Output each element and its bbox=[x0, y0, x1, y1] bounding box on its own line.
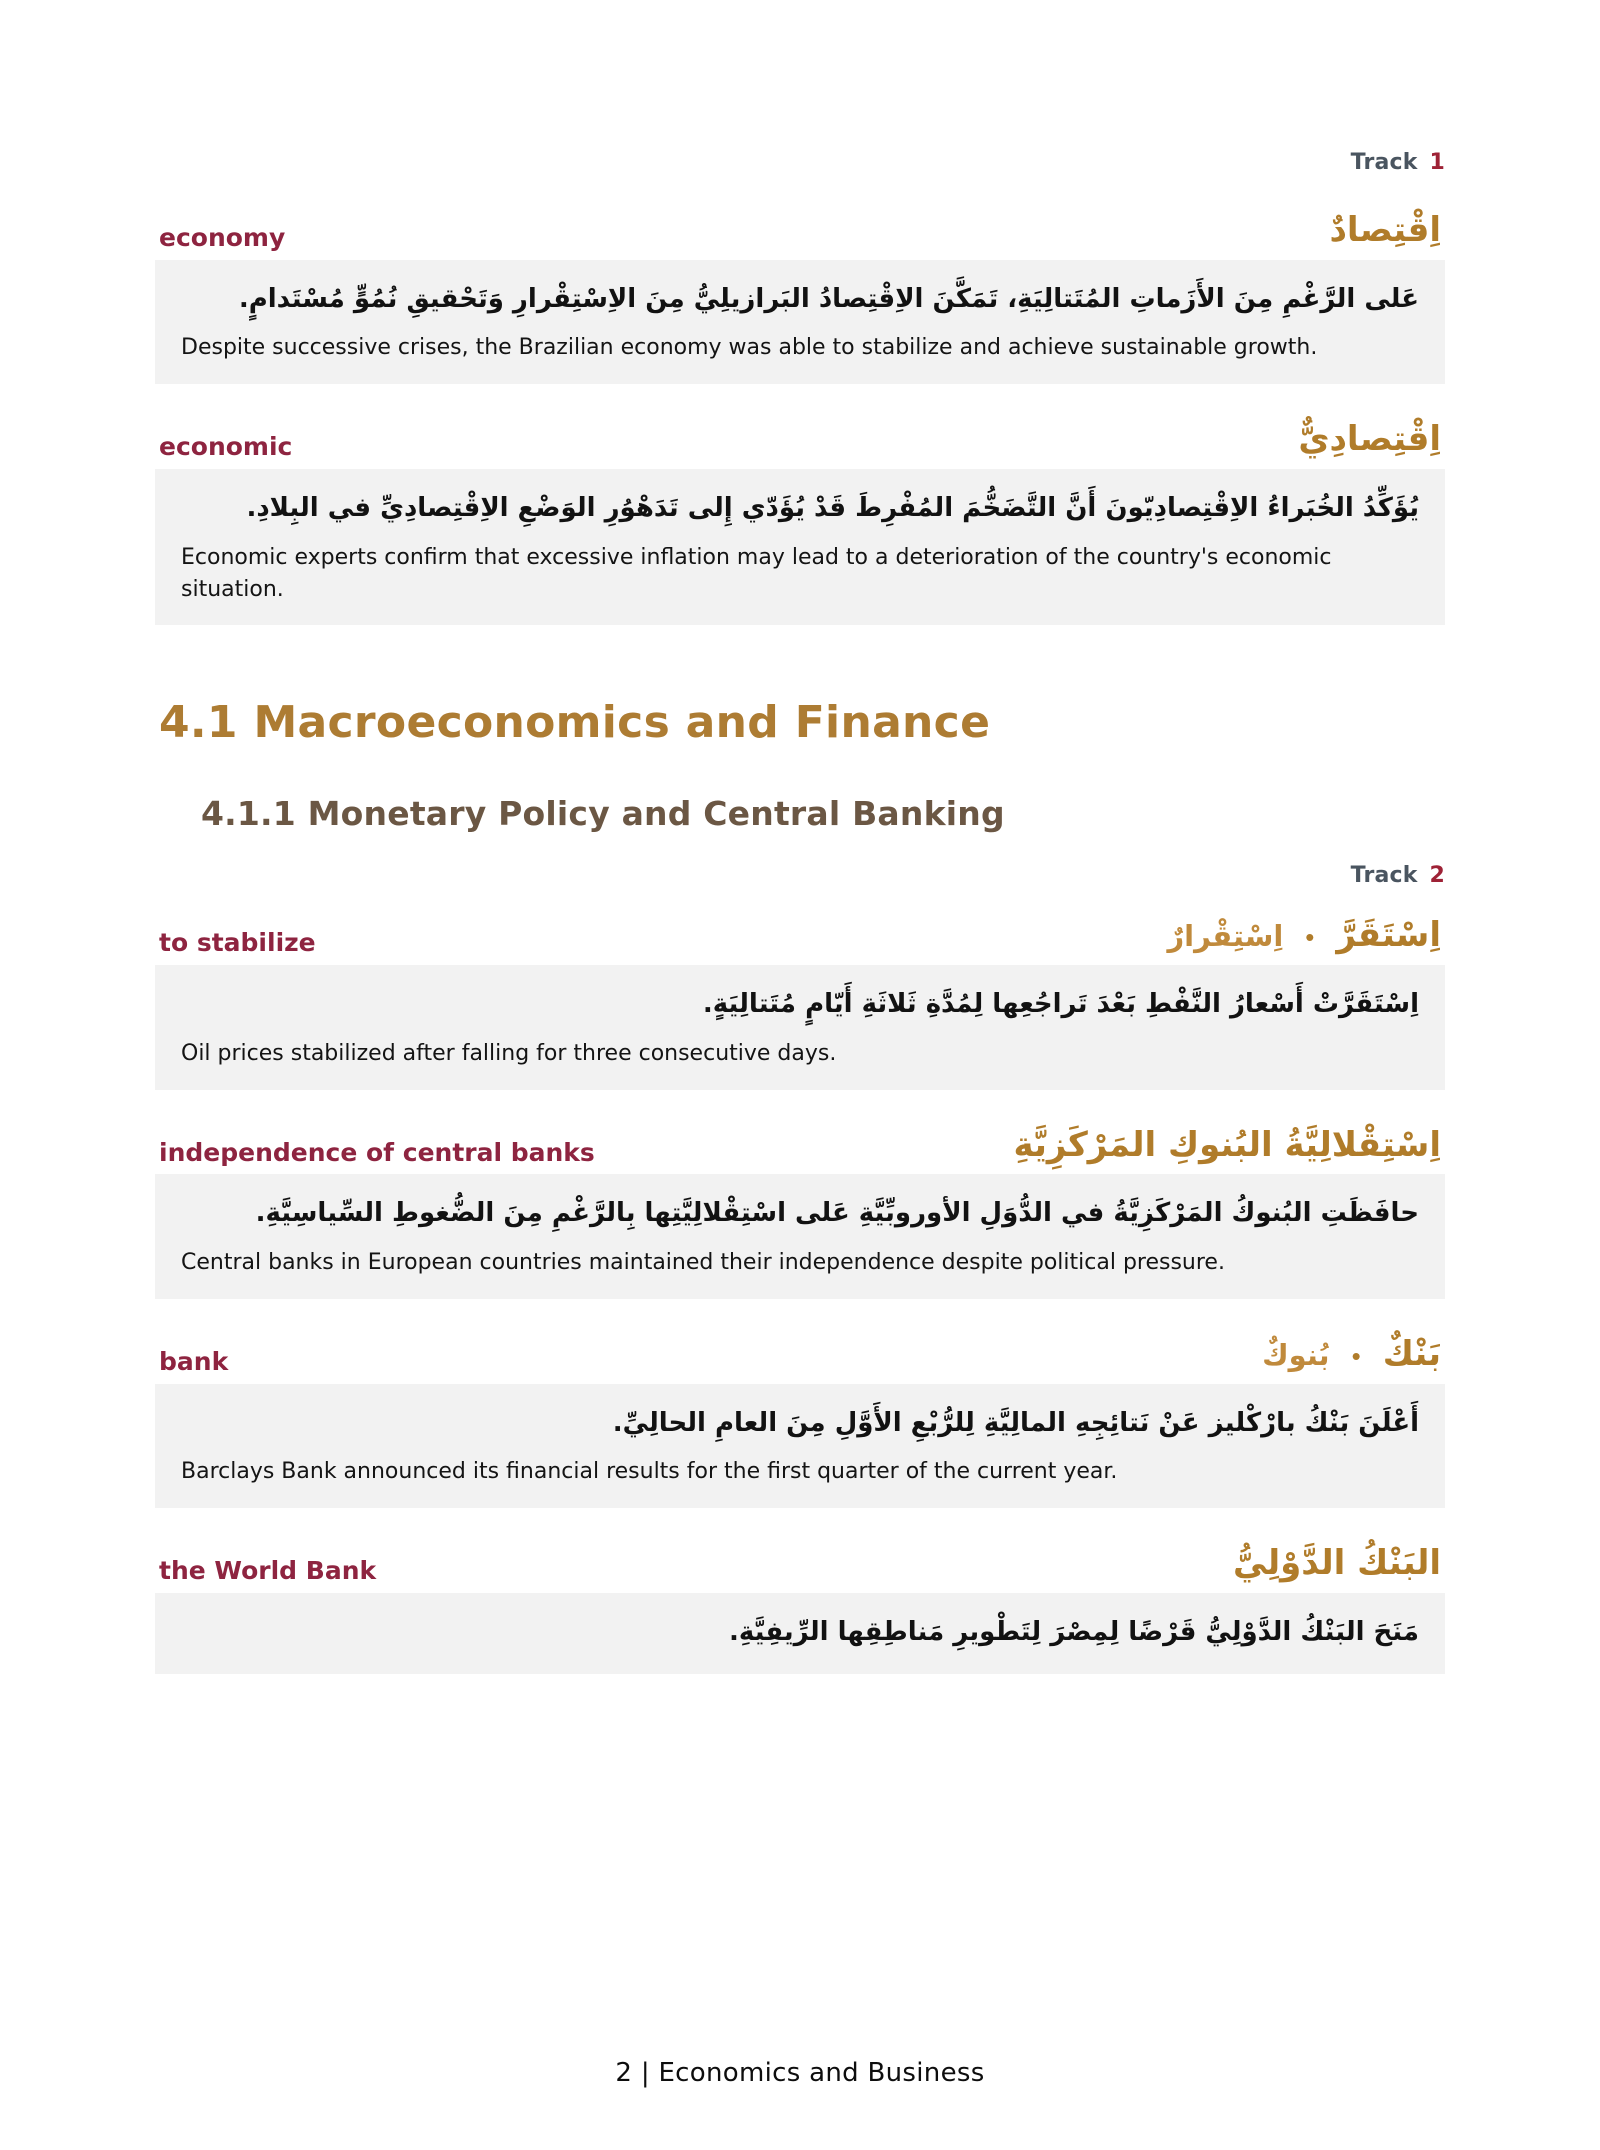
track-label-1 bbox=[155, 150, 1445, 175]
entry-header bbox=[155, 418, 1445, 469]
example-arabic: حافَظَتِ البُنوكُ المَرْكَزِيَّةُ في الدُّوَلِ الأوروبِّيَّةِ عَلى اسْتِقْلالِيَّتِها بِالرَّغْمِ مِنَ الضُّغوطِ السِّياسِيَّةِ. bbox=[255, 1198, 1419, 1229]
entry-headword-group bbox=[1262, 1333, 1441, 1376]
entry-headword: اِسْتَقَرَّ bbox=[1336, 915, 1441, 956]
vocab-entry bbox=[155, 1333, 1445, 1508]
entry-headword: اِسْتِقْلالِيَّةُ البُنوكِ المَرْكَزِيَّةِ bbox=[1013, 1124, 1441, 1165]
example-box bbox=[155, 469, 1445, 626]
example-english: Central banks in European countries maintained their independence despite political pressure. bbox=[181, 1250, 1225, 1276]
subsection-heading: 4.1.1 Monetary Policy and Central Banking bbox=[201, 794, 1005, 834]
entry-header bbox=[155, 209, 1445, 260]
entry-gloss: bank bbox=[159, 1347, 229, 1377]
entry-headword-group bbox=[1013, 1124, 1441, 1167]
page-footer: 2 | Economics and Business bbox=[615, 2058, 985, 2088]
example-arabic: اِسْتَقَرَّتْ أَسْعارُ النَّفْطِ بَعْدَ تَراجُعِها لِمُدَّةِ ثَلاثَةِ أَيّامٍ مُتَتالِيَةٍ. bbox=[702, 988, 1419, 1019]
bullet-separator-icon: • bbox=[1351, 1341, 1361, 1372]
entry-headword-group bbox=[1298, 418, 1441, 461]
example-box bbox=[155, 965, 1445, 1090]
example-box bbox=[155, 260, 1445, 385]
section-heading: 4.1 Macroeconomics and Finance bbox=[159, 697, 991, 749]
entry-header bbox=[155, 1333, 1445, 1384]
example-box bbox=[155, 1593, 1445, 1674]
example-english: Despite successive crises, the Brazilian economy was able to stabilize and achieve sustainable growth. bbox=[181, 335, 1318, 361]
entry-gloss: the World Bank bbox=[159, 1556, 377, 1586]
example-box bbox=[155, 1174, 1445, 1299]
example-english: Oil prices stabilized after falling for three consecutive days. bbox=[181, 1040, 837, 1066]
document-page bbox=[0, 150, 1600, 2150]
track-number: 2 bbox=[1429, 863, 1445, 889]
entry-gloss: economic bbox=[159, 432, 293, 462]
vocab-entry bbox=[155, 914, 1445, 1089]
entry-alt-form: بُنوكٌ bbox=[1262, 1338, 1330, 1373]
bullet-separator-icon: • bbox=[1305, 922, 1315, 953]
track-word: Track bbox=[1350, 150, 1418, 175]
example-arabic: عَلى الرَّغْمِ مِنَ الأَزَماتِ المُتَتالِيَةِ، تَمَكَّنَ الاِقْتِصادُ البَرازيلِيُّ مِنَ الاِسْتِقْرارِ وَتَحْقيقِ نُمُوٍّ مُسْتَدامٍ. bbox=[238, 283, 1419, 314]
track-number: 1 bbox=[1429, 150, 1445, 175]
vocab-entry bbox=[155, 1542, 1445, 1673]
example-english: Economic experts confirm that excessive inflation may lead to a deterioration of the country's economic situation. bbox=[181, 544, 1332, 602]
entry-headword: اِقْتِصادٌ bbox=[1329, 210, 1441, 250]
entry-gloss: economy bbox=[159, 223, 286, 252]
entry-header bbox=[155, 914, 1445, 965]
entry-headword-group bbox=[1233, 1542, 1441, 1585]
vocab-entry bbox=[155, 209, 1445, 384]
vocab-entry bbox=[155, 418, 1445, 625]
track-label-2 bbox=[155, 863, 1445, 888]
entry-gloss: independence of central banks bbox=[159, 1137, 595, 1167]
entry-headword: بَنْكٌ bbox=[1382, 1334, 1441, 1375]
vocab-entry bbox=[155, 1124, 1445, 1299]
example-box bbox=[155, 1384, 1445, 1509]
entry-headword: اِقْتِصادِيٌّ bbox=[1298, 419, 1441, 460]
track-word: Track bbox=[1350, 863, 1418, 889]
example-english: Barclays Bank announced its financial results for the first quarter of the current year. bbox=[181, 1459, 1118, 1485]
entry-headword-group bbox=[1329, 209, 1441, 252]
entry-gloss: to stabilize bbox=[159, 928, 316, 958]
example-arabic: أَعْلَنَ بَنْكُ بارْكْليز عَنْ نَتائِجِهِ المالِيَّةِ لِلرُّبْعِ الأَوَّلِ مِنَ العامِ الحالِيِّ. bbox=[612, 1407, 1419, 1438]
entry-alt-form: اِسْتِقْرارٌ bbox=[1167, 919, 1284, 954]
entry-headword: البَنْكُ الدَّوْلِيُّ bbox=[1232, 1543, 1441, 1584]
example-arabic: يُؤَكِّدُ الخُبَراءُ الاِقْتِصادِيّونَ أَنَّ التَّضَخُّمَ المُفْرِطَ قَدْ يُؤَدّي إِلى تَدَهْوُرِ الوَضْعِ الاِقْتِصادِيِّ في البِلادِ. bbox=[246, 492, 1419, 523]
entry-header bbox=[155, 1542, 1445, 1593]
entry-headword-group bbox=[1167, 914, 1441, 957]
entry-header bbox=[155, 1124, 1445, 1175]
example-arabic: مَنَحَ البَنْكُ الدَّوْلِيُّ قَرْضًا لِمِصْرَ لِتَطْويرِ مَناطِقِها الرِّيفِيَّةِ. bbox=[728, 1616, 1419, 1647]
